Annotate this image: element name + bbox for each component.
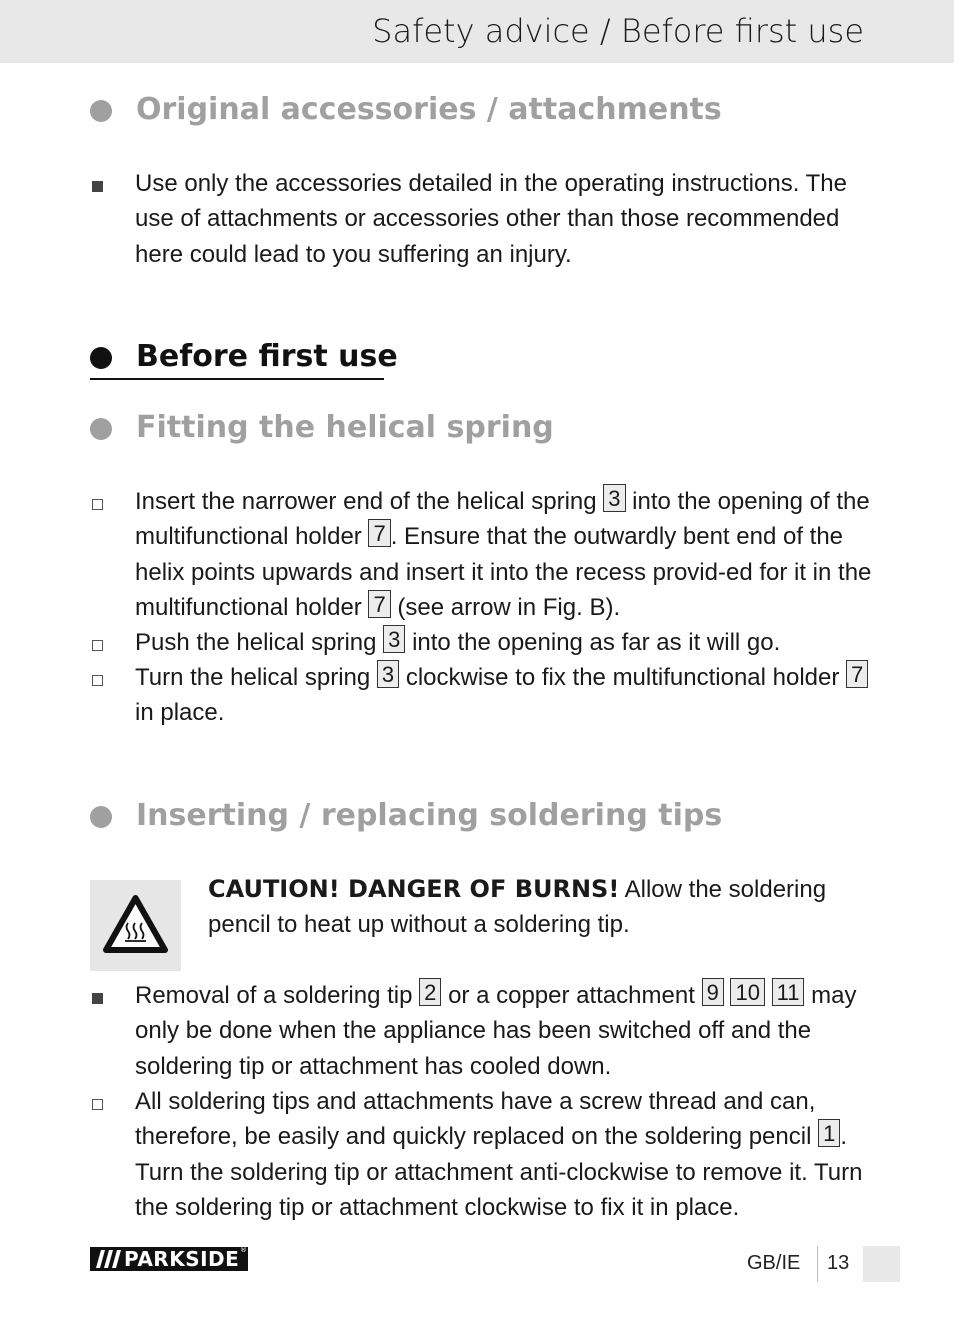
square-bullet-icon (92, 993, 103, 1004)
hot-surface-warning-icon (90, 880, 181, 971)
ref-number: 9 (702, 978, 724, 1006)
caution-text: CAUTION! DANGER OF BURNS! Allow the soldering pencil to heat up without a soldering tip. (208, 875, 827, 939)
ref-number: 3 (377, 660, 399, 688)
ref-number: 7 (846, 660, 868, 688)
page-header (0, 0, 954, 63)
ref-number: 3 (603, 484, 625, 512)
ref-number: 3 (383, 625, 405, 653)
ref-number: 2 (419, 978, 441, 1006)
bullet-dot-icon (90, 100, 112, 122)
bullet-dot-icon (90, 806, 112, 828)
footer-region: GB/IE (747, 1252, 801, 1274)
step-bullet-icon (92, 640, 103, 651)
logo-stripes-icon (96, 1250, 122, 1268)
page-title: Safety advice / Before first use (372, 12, 864, 50)
footer-divider (817, 1246, 818, 1282)
item-removal-of-tip: Removal of a soldering tip 2 or a copper attachment 9 10 11 may only be done when the appliance has been switched off and the soldering tip or attachment has cooled down. (135, 980, 857, 1080)
step-turn-spring: Turn the helical spring 3 clockwise to fix the multifunctional holder 7 in place. (135, 660, 875, 731)
page-edge-tab (863, 1246, 900, 1282)
parkside-logo: PARKSIDE ® (90, 1247, 248, 1271)
ref-number: 10 (730, 978, 764, 1006)
ref-number: 11 (772, 978, 805, 1006)
step-push-spring: Push the helical spring 3 into the opening as far as it will go. (135, 627, 781, 656)
page-number: 13 (827, 1252, 850, 1274)
ref-number: 7 (368, 590, 390, 618)
step-insert-spring: Insert the narrower end of the helical spring 3 into the opening of the multifunctional holder 7 . Ensure that the outwardly bent end of the helix points upwards and insert it into the recess provid-ed for it in the multifunctional holder 7 (see arrow in Fig. B). (135, 486, 872, 621)
paragraph-accessories: Use only the accessories detailed in the operating instructions. The use of attachments or accessories other than those recommended here could lead to you suffering an injury. (135, 170, 847, 268)
warning-panel (90, 880, 181, 971)
ref-number: 7 (368, 519, 390, 547)
step-bullet-icon (92, 499, 103, 510)
square-bullet-icon (92, 181, 103, 192)
bullet-dot-icon (90, 418, 112, 440)
bullet-dot-icon (90, 347, 112, 369)
heading-underline (90, 378, 384, 380)
step-bullet-icon (92, 1099, 103, 1110)
item-screw-thread: All soldering tips and attachments have a screw thread and can, therefore, be easily and quickly replaced on the soldering pencil 1 . Turn the soldering tip or attachment anti-clockwise to remove it. Turn the soldering tip or attachment clockwise to fix it in place. (135, 1088, 863, 1221)
step-bullet-icon (92, 675, 103, 686)
ref-number: 1 (818, 1119, 840, 1147)
